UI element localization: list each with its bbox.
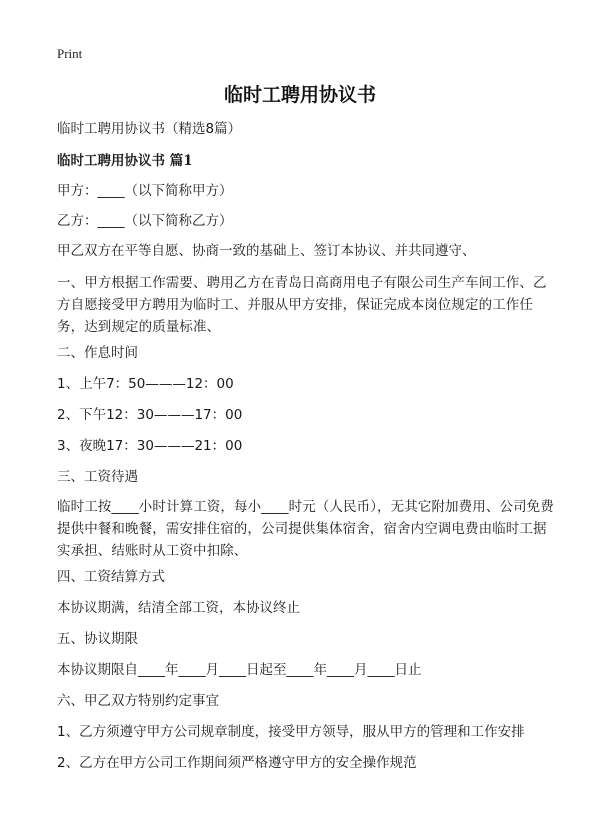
schedule-afternoon: 2、下午12：30———17：00 [57,407,243,423]
special-item-2: 2、乙方在甲方公司工作期间须严格遵守甲方的安全操作规范 [57,755,417,771]
clause-2-heading: 二、作息时间 [57,345,138,361]
party-b-line: 乙方：____（以下简称乙方） [57,213,233,229]
document-title: 临时工聘用协议书 [223,84,376,106]
settlement-paragraph: 本协议期满，结清全部工资，本协议终止 [57,600,300,616]
print-link[interactable]: Print [57,46,83,61]
section-heading: 临时工聘用协议书 篇1 [57,153,193,169]
clause-3-heading: 三、工资待遇 [57,469,138,485]
schedule-morning: 1、上午7：50———12：00 [57,376,234,392]
clause-1-paragraph: 一、甲方根据工作需要、聘用乙方在青岛日高商用电子有限公司生产车间工作、乙方自愿接受甲方聘用为临时工、并服从甲方安排，保证完成本岗位规定的工作任务，达到规定的质量标准、 [57,275,547,335]
clause-6-heading: 六、甲乙双方特别约定事宜 [57,693,219,709]
clause-4-heading: 四、工资结算方式 [57,569,165,585]
document-subtitle: 临时工聘用协议书（精选8篇） [57,121,242,137]
schedule-evening: 3、夜晚17：30———21：00 [57,438,243,454]
preamble-paragraph: 甲乙双方在平等自愿、协商一致的基础上、签订本协议、并共同遵守、 [57,243,476,259]
special-item-1: 1、乙方须遵守甲方公司规章制度，接受甲方领导，服从甲方的管理和工作安排 [57,724,525,740]
party-a-line: 甲方：____（以下简称甲方） [57,183,233,199]
clause-5-heading: 五、协议期限 [57,631,138,647]
term-paragraph: 本协议期限自____年____月____日起至____年____月____日止 [57,662,422,678]
wage-paragraph: 临时工按____小时计算工资，每小____时元（人民币），无其它附加费用、公司免费提供中餐和晚餐，需安排住宿的，公司提供集体宿舍，宿舍内空调电费由临时工据实承担、结账时从工资中扣除、 [57,499,554,559]
